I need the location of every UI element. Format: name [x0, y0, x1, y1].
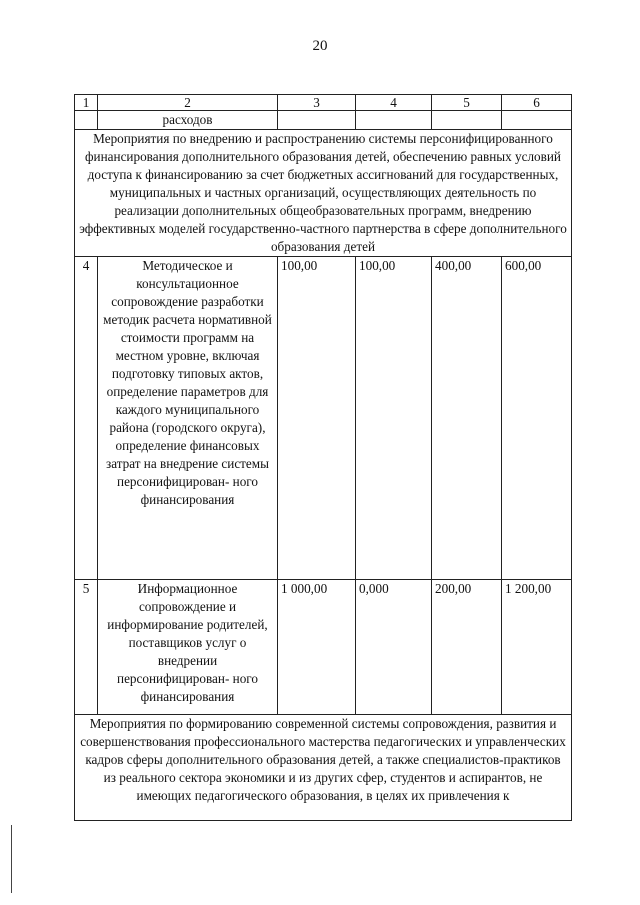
header-cell: 1: [75, 95, 98, 111]
value-col4: 0,000: [356, 580, 432, 715]
page-number: 20: [312, 38, 328, 54]
continued-row-label: расходов: [98, 111, 278, 130]
value-col3: 100,00: [278, 257, 356, 580]
row-number: 5: [75, 580, 98, 715]
header-cell: 6: [502, 95, 572, 111]
row-description: Методическое и консультационное сопровождение разработки методик расчета нормативной стоимости программ на местном уровне, включая подготовку типовых актов, определение параметров для каждого муниципального района (городского округа), определение финансовых затрат на внедрение системы персонифицирован- ного финансирования: [98, 257, 278, 580]
table-row: [75, 580, 572, 715]
value-col4: 100,00: [356, 257, 432, 580]
value-col5: 200,00: [432, 580, 502, 715]
financing-table: [74, 94, 572, 821]
section-row: [75, 715, 572, 821]
value-col3: 1 000,00: [278, 580, 356, 715]
row-number: 4: [75, 257, 98, 580]
header-cell: 3: [278, 95, 356, 111]
value-col6: 600,00: [502, 257, 572, 580]
section-heading-b: Мероприятия по формированию современной системы сопровождения, развития и совершенствования профессионального мастерства педагогических и управленческих кадров сферы дополнительного образования детей, а также специалистов-практиков из реального сектора экономики и из других сфер, студентов и аспирантов, не имеющих педагогического образования, в целях их привлечения к: [80, 716, 566, 803]
header-cell: 4: [356, 95, 432, 111]
continued-row: [75, 111, 572, 130]
table-header-row: [75, 95, 572, 111]
scan-margin-line: [11, 825, 12, 893]
row-description: Информационное сопровождение и информирование родителей, поставщиков услуг о внедрении персонифицирован- ного финансирования: [98, 580, 278, 715]
header-cell: 5: [432, 95, 502, 111]
table-row: [75, 257, 572, 580]
value-col6: 1 200,00: [502, 580, 572, 715]
section-row: [75, 130, 572, 257]
header-cell: 2: [98, 95, 278, 111]
value-col5: 400,00: [432, 257, 502, 580]
section-heading-a: Мероприятия по внедрению и распространению системы персонифицированного финансирования дополнительного образования детей, обеспечению равных условий доступа к финансированию за счет бюджетных ассигнований для государственных, муниципальных и частных организаций, осуществляющих деятельность по реализации дополнительных общеобразовательных программ, внедрению эффективных моделей государственно-частного партнерства в сфере дополнительного образования детей: [75, 130, 572, 257]
